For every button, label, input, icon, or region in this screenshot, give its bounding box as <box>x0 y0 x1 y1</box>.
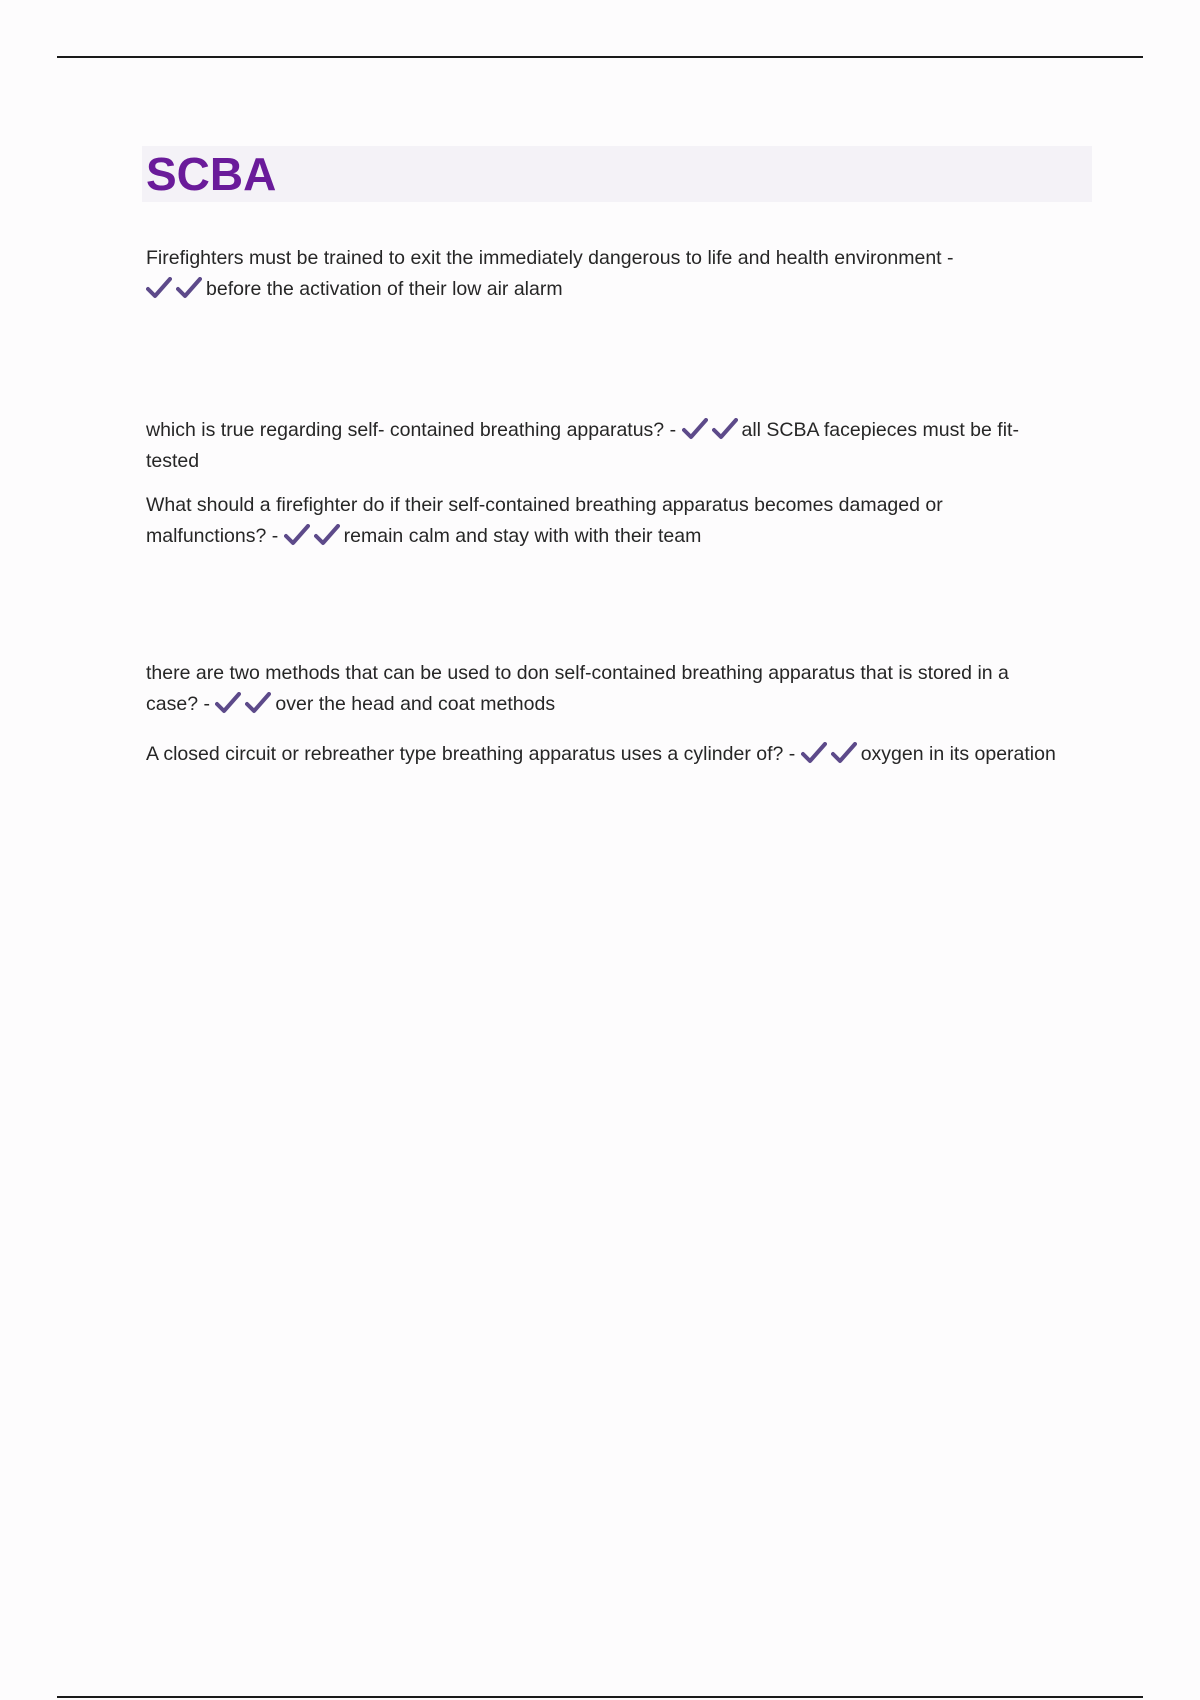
question-text: A closed circuit or rebreather type breathing apparatus uses a cylinder of? <box>146 743 784 765</box>
check-mark-icon <box>146 277 172 299</box>
answer-text: over the head and coat methods <box>275 693 556 715</box>
check-mark-icon <box>176 277 202 299</box>
check-mark-icon <box>831 742 857 764</box>
title-band <box>142 146 1092 202</box>
question-text: Firefighters must be trained to exit the immediately dangerous to life and health environment <box>146 247 942 269</box>
page-title: SCBA <box>146 148 277 200</box>
check-mark-icon <box>712 418 738 440</box>
answer-text: before the activation of their low air alarm <box>206 278 563 300</box>
qa-item-1 <box>146 243 1066 305</box>
check-mark-icon <box>314 524 340 546</box>
separator: - <box>664 419 682 441</box>
top-rule <box>57 56 1143 58</box>
bottom-rule <box>57 1696 1143 1698</box>
separator: - <box>266 525 284 547</box>
question-text: there are two methods that can be used to don self-contained breathing apparatus that is stored in a case? <box>146 662 1009 715</box>
separator: - <box>783 743 801 765</box>
qa-item-5 <box>146 739 1066 770</box>
check-mark-icon <box>801 742 827 764</box>
qa-item-4 <box>146 658 1066 720</box>
answer-text: remain calm and stay with with their team <box>343 525 702 547</box>
check-mark-icon <box>245 692 271 714</box>
check-mark-icon <box>284 524 310 546</box>
question-text: What should a firefighter do if their self-contained breathing apparatus becomes damaged or malfunctions? <box>146 494 943 547</box>
answer-text: all SCBA facepieces must be fit-tested <box>146 419 1019 472</box>
separator: - <box>198 693 216 715</box>
question-text: which is true regarding self- contained breathing apparatus? <box>146 419 665 441</box>
qa-item-2 <box>146 415 1066 477</box>
check-mark-icon <box>215 692 241 714</box>
qa-item-3 <box>146 490 1066 552</box>
check-mark-icon <box>682 418 708 440</box>
answer-text: oxygen in its operation <box>860 743 1056 765</box>
separator: - <box>941 247 954 269</box>
